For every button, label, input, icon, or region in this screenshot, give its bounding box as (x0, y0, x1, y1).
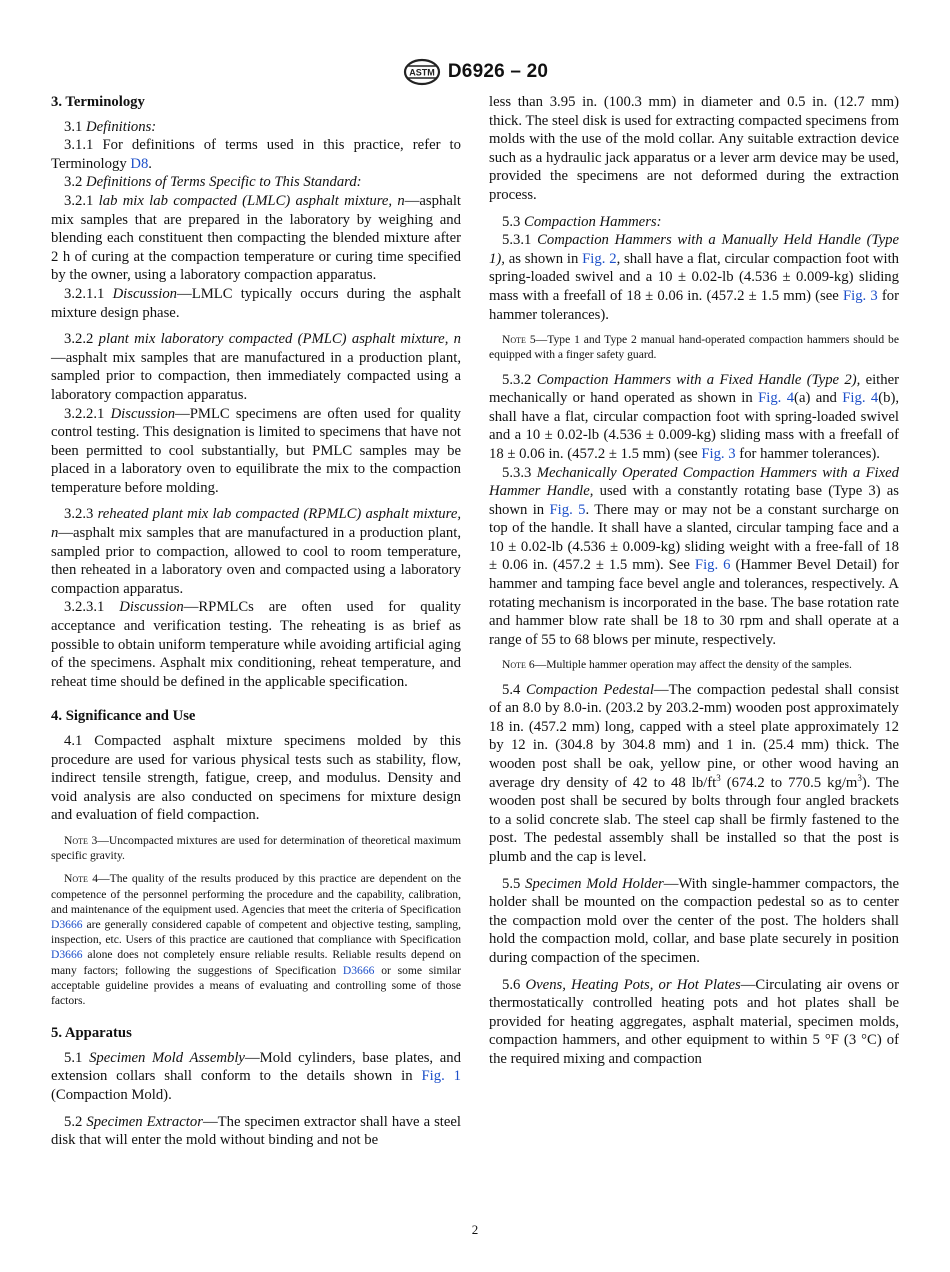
page-number: 2 (471, 1222, 479, 1237)
note-6: Note 6—Multiple hammer operation may affect the density of the samples. (502, 658, 852, 672)
link-fig-4b[interactable]: Fig. 4 (842, 390, 879, 407)
paragraph-5-3-1: 5.3.1 Compaction Hammers with a Manually Held Handle (Type 1), as shown in Fig. 2, shall have a flat, circular compaction foot with spring-loaded swivel and a 10 ± 0.02-lb (4.536 ± 0.009-kg) sliding mass with a freefall of 18 ± 0.06 in. (457.2 ± 1.5 mm) (see Fig. 3 for hammer tolerances). (489, 232, 899, 323)
note-3: Note 3—Uncompacted mixtures are used for determination of theoretical maximum specific gravity. (51, 833, 461, 863)
section-heading-terminology: 3. Terminology (51, 94, 145, 110)
paragraph-5-5: 5.5 Specimen Mold Holder—With single-hammer compactors, the holder shall be mounted on the compaction pedestal so as to center the compaction mold over the center of the post. The holders shall hold the compaction mold, collar, and base plate securely in position during compaction of the specimen. (489, 875, 899, 966)
paragraph-3-1-1: 3.1.1 For definitions of terms used in this practice, refer to Terminology D8. (51, 137, 461, 172)
left-column (51, 93, 461, 1150)
right-column (489, 93, 899, 1069)
paragraph-5-3-3: 5.3.3 Mechanically Operated Compaction Hammers with a Fixed Hammer Handle, used with a constantly rotating base (Type 3) as shown in Fig. 5. There may or may not be a constant surcharge on top of the handle. It shall have a slanted, circular tamping face and a 10 ± 0.02-lb (4.536 ± 0.009-kg) sliding weight with a free-fall of 18 ± 0.06 in. (457.2 ± 1.5 mm). See Fig. 6 (Hammer Bevel Detail) for hammer and tamping face bevel angle and tolerances, respectively. A rotating mechanism is incorporated in the base. The base rotation rate and hammer blow rate shall be 18 to 30 rpm and shall operate at a range of 55 to 68 blows per minute, respectively. (489, 464, 900, 648)
link-fig-3[interactable]: Fig. 3 (842, 287, 878, 304)
paragraph-3-2-1-1: 3.2.1.1 Discussion—LMLC typically occurs during the asphalt mixture design phase. (51, 285, 461, 321)
section-heading-significance: 4. Significance and Use (51, 708, 196, 725)
link-fig-5[interactable]: Fig. 5 (549, 501, 586, 518)
paragraph-5-2: 5.2 Specimen Extractor—The specimen extractor shall have a steel disk that will enter the mold without binding and not be (51, 1113, 462, 1149)
link-d8[interactable]: D8 (130, 155, 149, 172)
link-d3666[interactable]: D3666 (51, 917, 83, 931)
paragraph-3-1: 3.1 Definitions: (64, 118, 157, 135)
paragraph-3-2-2: 3.2.2 plant mix laboratory compacted (PMLC) asphalt mixture, n—asphalt mix samples that are manufactured in a production plant, sampled prior to compaction, then immediately compacted using a laboratory compaction apparatus. (51, 331, 461, 403)
link-fig-3[interactable]: Fig. 3 (701, 445, 736, 462)
paragraph-5-3-2: 5.3.2 Compaction Hammers with a Fixed Handle (Type 2), either mechanically or hand operated as shown in Fig. 4(a) and Fig. 4(b), shall have a flat, circular compaction foot with spring-loaded swivel and a 10 ± 0.02-lb (4.536 ± 0.009-kg) sliding mass with a freefall of 18 ± 0.06 in. (457.2 ± 1.5 mm) (see Fig. 3 for hammer tolerances). (489, 371, 900, 462)
paragraph-3-2-2-1: 3.2.2.1 Discussion—PMLC specimens are often used for quality control testing. This designation is limited to specimens that have not been permitted to cool substantially, but PMLC samples may be placed in a laboratory oven to equilibrate the mix to the compaction temperature before molding. (51, 405, 461, 496)
note-4: Note 4—The quality of the results produced by this practice are dependent on the competence of the personnel performing the procedure and the capability, calibration, and maintenance of the equipment used. Agencies that meet the criteria of Specification D3666 are generally considered capable of competent and objective testing, sampling, inspection, etc. Users of this practice are cautioned that compliance with Specification D3666 alone does not completely ensure reliable results. Reliable results depend on many factors; following the suggestions of Specification D3666 or some similar acceptable guideline provides a means of evaluating and controlling some of those factors. (51, 872, 462, 1007)
link-d3666[interactable]: D3666 (51, 948, 83, 962)
paragraph-5-6: 5.6 Ovens, Heating Pots, or Hot Plates—Circulating air ovens or thermostatically controlled heating pots and hot plates shall be provided for heating aggregates, asphalt material, specimen molds, compaction hammers, and other equipment to within 5 °F (3 °C) of the required mixing and compaction (489, 976, 900, 1067)
paragraph-5-1: 5.1 Specimen Mold Assembly—Mold cylinders, base plates, and extension collars shall conform to the details shown in Fig. 1 (Compaction Mold). (51, 1049, 461, 1103)
paragraph-5-4: 5.4 Compaction Pedestal—The compaction pedestal shall consist of an 8.0 by 8.0-in. (203.2 by 203.2-mm) wooden post approximately 18 in. (457.2 mm) long, capped with a steel plate approximately 12 by 12 in. (304.8 by 304.8 mm) and 1 in. (25.4 mm) thick. The wooden post shall be oak, yellow pine, or other wood having an average dry density of 42 to 48 $lb/ft^3$ (674.2 to 770.5 $kg/m^3$). The wooden post shall be secured by bolts through four angled brackets to a solid concrete slab. The steel cap shall be firmly fastened to the post. The pedestal assembly shall be installed so that the post is plumb and the cap is level. (489, 681, 899, 865)
document-designation: D6926 – 20 (447, 61, 549, 82)
note-5: Note 5—Type 1 and Type 2 manual hand-operated compaction hammers should be equipped with a finger safety guard. (489, 333, 899, 362)
link-fig-1[interactable]: Fig. 1 (421, 1068, 461, 1085)
paragraph-3-2-3-1: 3.2.3.1 Discussion—RPMLCs are often used for quality acceptance and verification testing. The reheating is as brief as possible to obtain uniform temperature while avoiding artificial aging of the specimens. Asphalt mix conditioning, reheat temperature, and reheat time should be defined in the applicable specification. (51, 599, 462, 690)
link-d3666[interactable]: D3666 (342, 963, 375, 977)
paragraph-3-2-1: 3.2.1 lab mix lab compacted (LMLC) asphalt mixture, n—asphalt mix samples that are prepared in the laboratory by weighing and blending each constituent then compacting the blended mixture after 2 h of curing at the compaction temperature or curing time specified by the owner, using a laboratory compaction apparatus. (51, 192, 461, 284)
paragraph-3-2-3: 3.2.3 reheated plant mix lab compacted (RPMLC) asphalt mixture, n—asphalt mix samples that are manufactured in a production plant, sampled prior to compaction, allowed to cool to room temperature, then reheated in a laboratory oven and compacted using a laboratory compaction apparatus. (51, 506, 462, 597)
link-fig-4a[interactable]: Fig. 4 (758, 390, 795, 407)
paragraph-4-1: 4.1 Compacted asphalt mixture specimens molded by this procedure are used for various physical tests such as stability, flow, indirect tensile strength, fatigue, creep, and modulus. Density and void analysis are also conducted on specimens for mixture design and evaluation of field compaction. (51, 733, 461, 824)
svg-text:ASTM: ASTM (409, 67, 435, 78)
paragraph-5-2-continued: less than 3.95 in. (100.3 mm) in diameter and 0.5 in. (12.7 mm) thick. The steel disk is used for extracting compacted specimens from molds with the use of the mold collar. Any suitable extraction device such as a hydraulic jack apparatus or a lever arm device may be used, provided the specimens are not deformed during the extraction process. (489, 94, 899, 203)
paragraph-5-3: 5.3 Compaction Hammers: (502, 213, 662, 230)
astm-logo-icon (402, 58, 442, 86)
paragraph-3-2: 3.2 Definitions of Terms Specific to This Standard: (64, 174, 362, 191)
section-heading-apparatus: 5. Apparatus (51, 1025, 132, 1042)
link-fig-2[interactable]: Fig. 2 (582, 250, 617, 267)
link-fig-6[interactable]: Fig. 6 (694, 557, 731, 574)
page-header (0, 56, 950, 88)
